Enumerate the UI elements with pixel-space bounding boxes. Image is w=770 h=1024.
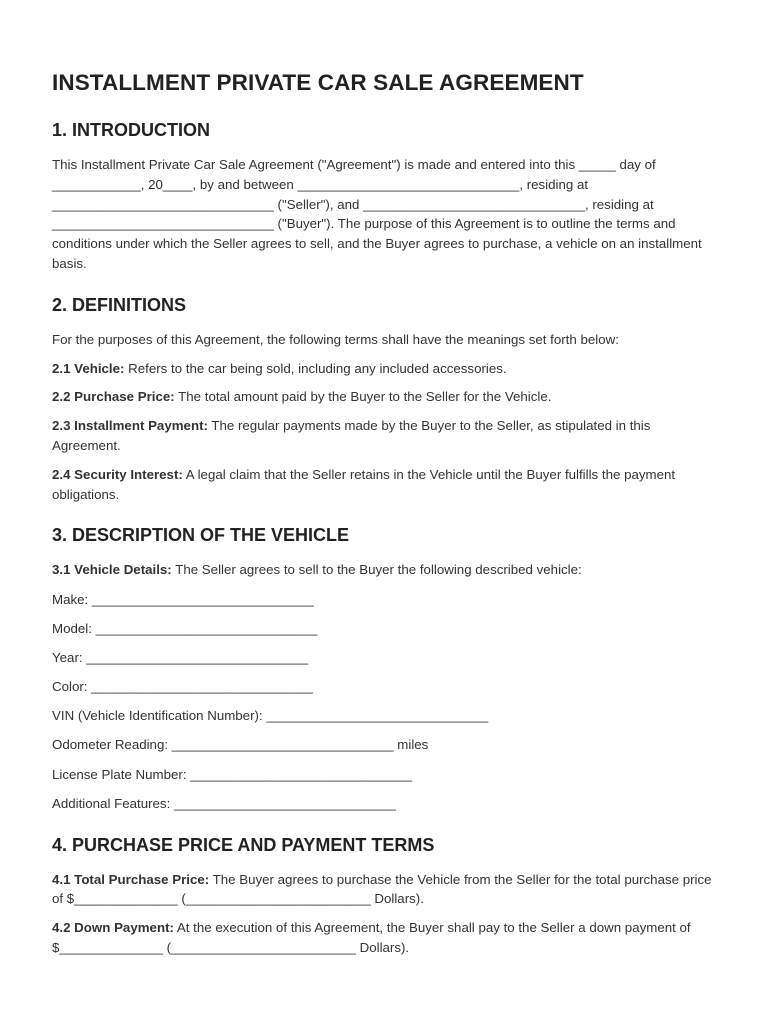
- definition-text: The total amount paid by the Buyer to the Seller for the Vehicle.: [174, 389, 552, 405]
- vehicle-details-term: 3.1 Vehicle Details:: [52, 562, 172, 578]
- section-heading-purchase-price: 4. PURCHASE PRICE AND PAYMENT TERMS: [52, 834, 435, 855]
- vehicle-details-text: The Seller agrees to sell to the Buyer the following described vehicle:: [171, 562, 582, 578]
- definition-term: 2.1 Vehicle:: [52, 360, 125, 376]
- definition-item-vehicle: [52, 359, 718, 379]
- field-odometer: Odometer Reading: ______________________________ miles: [52, 737, 429, 753]
- definition-term: 2.2 Purchase Price:: [52, 389, 175, 405]
- field-license-plate: License Plate Number: ______________________________: [52, 766, 413, 782]
- field-make: Make: ______________________________: [52, 591, 314, 607]
- payment-text: At the execution of this Agreement, the Buyer shall pay to the Seller a down payment of $______________ (_________________________ Dollars).: [52, 920, 691, 956]
- definition-term: 2.4 Security Interest:: [52, 466, 183, 482]
- definition-text: The regular payments made by the Buyer to the Seller, as stipulated in this Agreement.: [52, 418, 651, 453]
- definition-term: 2.3 Installment Payment:: [52, 418, 208, 434]
- definition-item-installment-payment: [52, 416, 718, 456]
- field-model: Model: ______________________________: [52, 620, 318, 636]
- section-heading-introduction: 1. INTRODUCTION: [52, 120, 211, 140]
- vehicle-details-statement: [52, 560, 718, 580]
- definition-text: Refers to the car being sold, including any included accessories.: [124, 360, 507, 376]
- introduction-paragraph: This Installment Private Car Sale Agreement ("Agreement") is made and entered into this _____ day of ____________, 20____, by and between ______________________________, residing at ______________________________ ("Seller"), and ______________________________, residing at ______________________________ ("Buyer"). The purpose of this Agreement is to outline the terms and conditions under which the Seller agrees to sell, and the Buyer agrees to purchase, a vehicle on an installment basis.: [52, 157, 702, 271]
- document-title: INSTALLMENT PRIVATE CAR SALE AGREEMENT: [52, 70, 584, 95]
- definition-text: A legal claim that the Seller retains in the Vehicle until the Buyer fulfills the payment obligations.: [52, 466, 676, 502]
- section-heading-vehicle-description: 3. DESCRIPTION OF THE VEHICLE: [52, 525, 350, 546]
- payment-item-total-price: [52, 870, 718, 910]
- payment-item-down-payment: [52, 918, 718, 958]
- definition-item-purchase-price: [52, 387, 718, 407]
- payment-term: 4.2 Down Payment:: [52, 920, 174, 936]
- field-additional-features: Additional Features: ______________________________: [52, 795, 396, 811]
- definition-item-security-interest: [52, 465, 718, 505]
- field-year: Year: ______________________________: [52, 649, 309, 665]
- definitions-intro: For the purposes of this Agreement, the following terms shall have the meanings set forth below:: [52, 331, 619, 347]
- payment-term: 4.1 Total Purchase Price:: [52, 871, 210, 887]
- field-color: Color: ______________________________: [52, 679, 314, 695]
- field-vin: VIN (Vehicle Identification Number): ______________________________: [52, 708, 489, 724]
- payment-text: The Buyer agrees to purchase the Vehicle from the Seller for the total purchase price of $______________ (_________________________ Dollars).: [52, 871, 712, 907]
- section-heading-definitions: 2. DEFINITIONS: [52, 294, 187, 315]
